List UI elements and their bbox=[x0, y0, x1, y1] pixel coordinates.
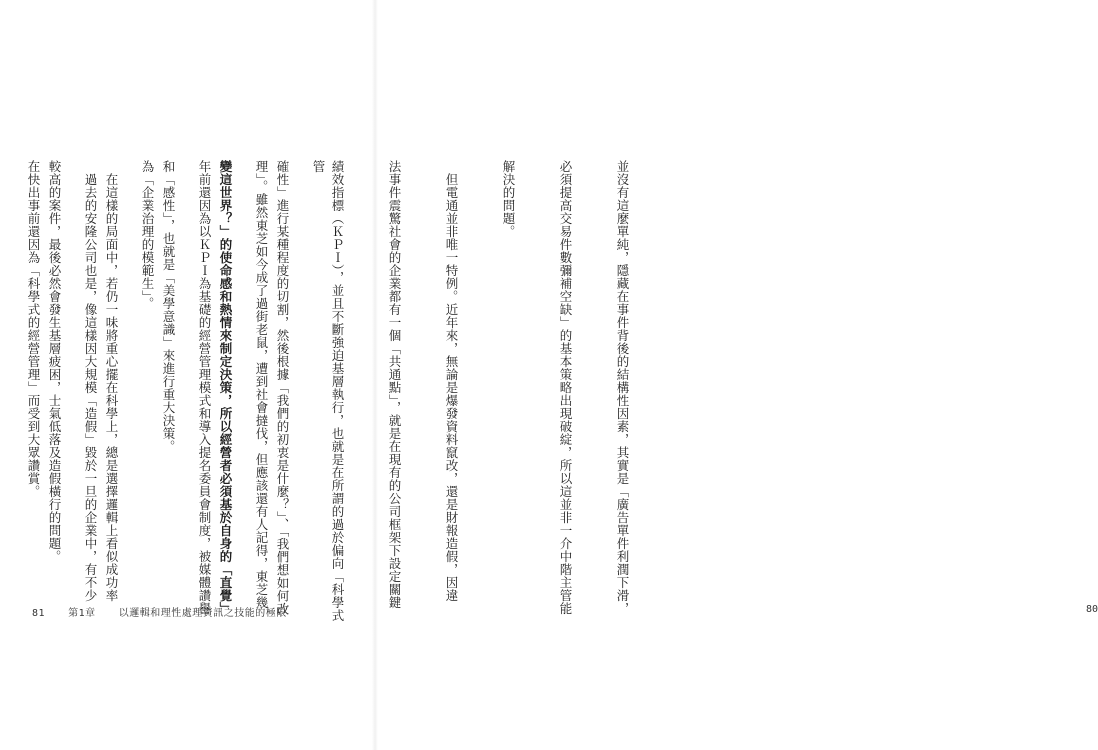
text-column: 確性」進行某種程度的切割，然後根據「我們的初衷是什麼？」、「我們想如何改 bbox=[275, 160, 290, 616]
text-column: 年前還因為以ＫＰＩ為基礎的經營管理模式和導入提名委員會制度，被媒體讚譽 bbox=[197, 160, 212, 615]
right-page-footer bbox=[1086, 604, 1098, 615]
text-column: 但電通並非唯一特例。近年來，無論是爆發資料竄改，還是財報造假，因違 bbox=[444, 160, 459, 602]
text-column: 和「感性」，也就是「美學意識」來進行重大決策。 bbox=[161, 160, 176, 453]
text-column: 法事件震驚社會的企業都有一個「共通點」，就是在現有的公司框架下設定關鍵 bbox=[387, 160, 402, 609]
page-number: 81 bbox=[32, 608, 46, 619]
text-column: 在快出事前還因為「科學式的經營管理」而受到大眾讚賞。 bbox=[26, 160, 41, 498]
text-column: 為「企業治理的模範生」。 bbox=[140, 160, 155, 310]
text-column: 較高的案件，最後必然會發生基層疲困，士氣低落及造假橫行的問題。 bbox=[47, 160, 62, 563]
text-column: 解決的問題。 bbox=[501, 160, 516, 238]
running-head: 以邏輯和理性處理資訊之技能的極限 bbox=[118, 608, 287, 619]
page-number: 80 bbox=[1086, 604, 1098, 615]
text-column: 在這樣的局面中，若仍一味將重心擺在科學上，總是選擇邏輯上看似成功率 bbox=[104, 160, 119, 602]
text-column: 變這世界？」的使命感和熱情來制定決策，所以經營者必須基於自身的「直覺」 bbox=[218, 160, 233, 615]
text-column: 必須提高交易件數彌補空缺」的基本策略出現破綻，所以這並非一介中階主管能 bbox=[558, 160, 573, 615]
chapter-label: 第1章 bbox=[68, 608, 96, 619]
text-column: 過去的安隆公司也是，像這樣因大規模「造假」毀於一旦的企業中，有不少 bbox=[83, 160, 98, 602]
text-column: 理」。雖然東芝如今成了過街老鼠，遭到社會撻伐，但應該還有人記得，東芝幾 bbox=[254, 160, 269, 609]
text-column: 績效指標（ＫＰＩ），並且不斷強迫基層執行，也就是在所謂的過於偏向「科學式管 bbox=[311, 160, 345, 622]
text-column: 並沒有這麼單純，隱藏在事件背後的結構性因素，其實是「廣告單件利潤下滑， bbox=[615, 160, 630, 615]
